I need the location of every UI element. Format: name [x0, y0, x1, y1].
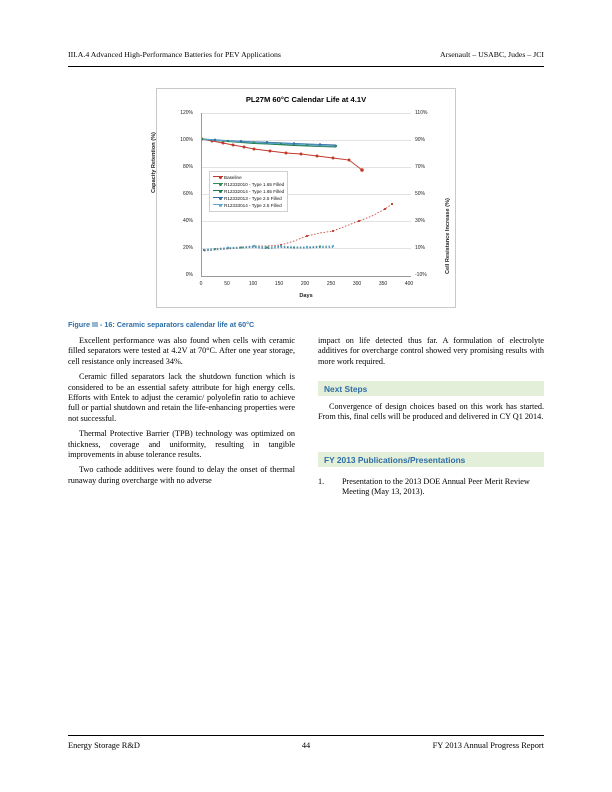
y-tick-left-6: 120%	[180, 110, 193, 116]
y-tick-right-3: 50%	[415, 191, 426, 197]
paragraph: Thermal Protective Barrier (TPB) technology was optimized on thickness, coverage and uniformity, resulting in tangible improvements in abuse tolerance results.	[68, 429, 295, 460]
x-tick-7: 350	[378, 281, 388, 287]
y-tick-right-2: 30%	[415, 218, 426, 224]
legend-label-0: Baseline	[224, 175, 242, 180]
y-tick-left-1: 20%	[182, 245, 193, 251]
legend-item-0	[213, 174, 284, 181]
figure-caption: Figure III - 16: Ceramic separators calendar life at 60°C	[68, 320, 255, 329]
y-tick-right-6: 110%	[415, 110, 428, 116]
list-item	[318, 477, 544, 498]
x-tick-4: 200	[300, 281, 310, 287]
next-steps-paragraph: Convergence of design choices based on this work has started. From this, final cells will be produced and delivered in CY Q1 2014.	[318, 402, 544, 422]
legend-swatch-icon	[213, 190, 223, 191]
x-tick-5: 250	[326, 281, 336, 287]
legend-label-4: R12333014 - Type 2.5 Filled	[224, 203, 282, 208]
next-steps-heading: Next Steps	[324, 384, 368, 394]
footer-divider	[68, 735, 544, 736]
list-item-text: Presentation to the 2013 DOE Annual Peer Merit Review Meeting (May 13, 2013).	[342, 477, 530, 497]
footer-page-number: 44	[301, 741, 311, 750]
y-tick-left-3: 60%	[182, 191, 193, 197]
y-tick-left-0: 0%	[185, 272, 193, 278]
page-header	[68, 50, 544, 59]
header-right-text: Arsenault – USABC, Judes – JCI	[440, 50, 544, 59]
body-column-right	[318, 336, 544, 372]
list-item-number: 1.	[318, 477, 325, 486]
legend-label-2: R12332014 - Type 1.65 Filled	[224, 189, 285, 194]
footer-left-text: Energy Storage R&D	[68, 741, 140, 750]
y-tick-left-5: 100%	[180, 137, 193, 143]
y-tick-left-4: 80%	[182, 164, 193, 170]
legend-label-3: R12332013 - Type 2.5 Filled	[224, 196, 282, 201]
legend-swatch-icon	[213, 204, 223, 205]
legend-swatch-icon	[213, 176, 223, 177]
x-tick-6: 300	[352, 281, 362, 287]
legend-swatch-icon	[213, 183, 223, 184]
x-tick-3: 150	[274, 281, 284, 287]
x-tick-1: 50	[224, 281, 230, 287]
paragraph: Excellent performance was also found when cells with ceramic filled separators were tested at 4.2V at 70°C. After one year storage, cell resistance only increased 34%.	[68, 336, 295, 366]
y-tick-left-2: 40%	[182, 218, 193, 224]
legend-item-3	[213, 195, 284, 202]
publications-heading: FY 2013 Publications/Presentations	[324, 455, 466, 465]
y-tick-right-0: -10%	[415, 272, 427, 278]
x-axis-title: Days	[299, 293, 313, 299]
body-column-left	[68, 336, 295, 491]
x-tick-0: 0	[199, 281, 203, 287]
y-axis-title-right: Cell Resistance Increase (%)	[445, 198, 451, 274]
paragraph: Two cathode additives were found to delay the onset of thermal runaway during overcharge with no adverse	[68, 465, 295, 485]
chart-title: PL27M 60°C Calendar Life at 4.1V	[245, 95, 367, 104]
legend-label-1: R12332010 - Type 1.65 Filled	[224, 182, 285, 187]
header-left-text: III.A.4 Advanced High-Performance Batteries for PEV Applications	[68, 50, 281, 59]
publications-list	[318, 477, 544, 498]
x-tick-8: 400	[404, 281, 414, 287]
paragraph: impact on life detected thus far. A formulation of electrolyte additives for overcharge control showed very promising results with more work required.	[318, 336, 544, 366]
publications-band	[318, 452, 544, 467]
page-footer	[68, 741, 544, 750]
legend-item-4	[213, 202, 284, 209]
chart-legend	[209, 171, 288, 212]
header-divider	[68, 66, 544, 67]
next-steps-band	[318, 381, 544, 396]
legend-item-1	[213, 181, 284, 188]
x-tick-2: 100	[248, 281, 258, 287]
legend-item-2	[213, 188, 284, 195]
y-tick-right-1: 10%	[415, 245, 426, 251]
figure-chart	[151, 88, 456, 308]
y-tick-right-4: 70%	[415, 164, 426, 170]
y-tick-right-5: 90%	[415, 137, 426, 143]
y-axis-title-left: Capacity Retention (%)	[151, 132, 157, 193]
footer-right-text: FY 2013 Annual Progress Report	[432, 741, 544, 750]
legend-swatch-icon	[213, 197, 223, 198]
paragraph: Ceramic filled separators lack the shutdown function which is considered to be an essential safety attribute for high energy cells. Efforts with Entek to adjust the ceramic/ polyolefin ratio to achieve full or partial shutdown and retain the life-enhancing properties were not successful.	[68, 372, 295, 423]
